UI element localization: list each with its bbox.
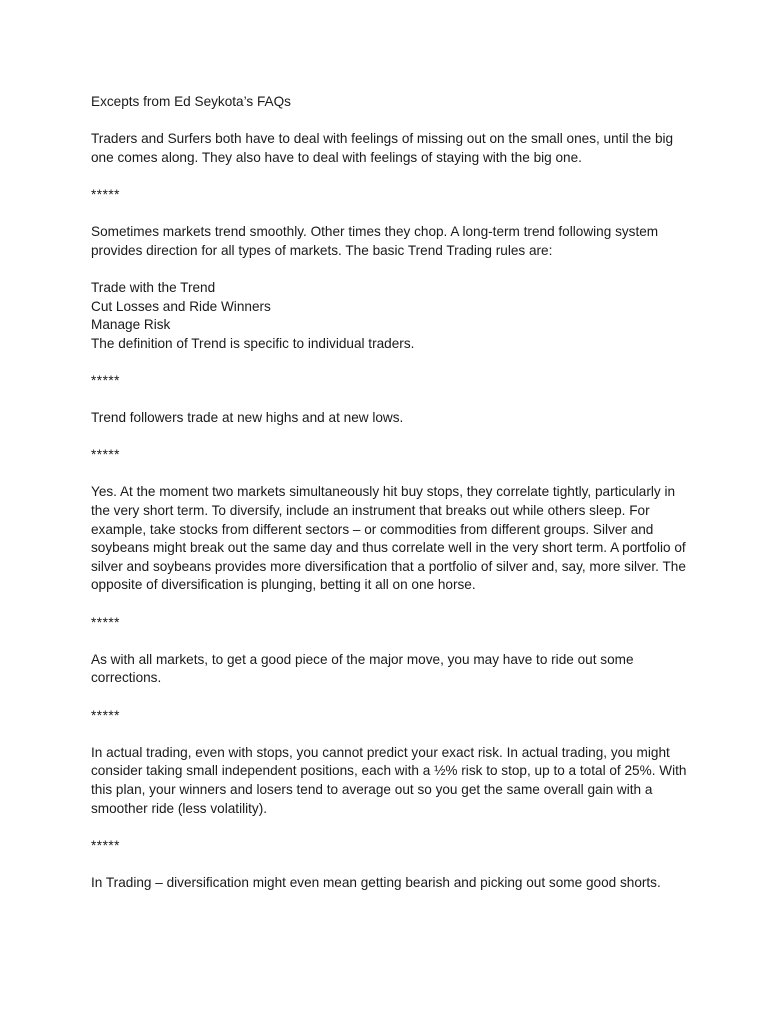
paragraph-trend-followers: Trend followers trade at new highs and at new lows. [91, 410, 404, 426]
paragraph-traders-surfers: Traders and Surfers both have to deal with feelings of missing out on the small ones, until the big one comes along. They also have to deal with feelings of staying with the big one. [91, 131, 674, 165]
separator: ***** [91, 614, 120, 630]
rule-item: Trade with the Trend [91, 279, 216, 295]
separator: ***** [91, 837, 120, 853]
rule-item: The definition of Trend is specific to individual traders. [91, 335, 415, 351]
rule-item: Cut Losses and Ride Winners [91, 298, 271, 314]
document-body [91, 93, 691, 911]
trend-rules-list [91, 279, 691, 353]
paragraph-bearish-shorts: In Trading – diversification might even mean getting bearish and picking out some good shorts. [91, 874, 661, 890]
paragraph-major-move: As with all markets, to get a good piece of the major move, you may have to ride out some corrections. [91, 651, 634, 686]
document-title: Excepts from Ed Seykota’s FAQs [91, 94, 291, 109]
paragraph-actual-trading: In actual trading, even with stops, you cannot predict your exact risk. In actual trading, you might consider taking small independent positions, each with a ½% risk to stop, up to a total of 25%. With this plan, your winners and losers tend to average out so you get the same overall gain with a smoother ride (less volatility). [91, 744, 687, 816]
separator: ***** [91, 447, 120, 463]
paragraph-diversification: Yes. At the moment two markets simultaneously hit buy stops, they correlate tightly, particularly in the very short term. To diversify, include an instrument that breaks out while others sleep. For example, take stocks from different sectors – or commodities from different groups. Silver and soybeans might break out the same day and thus correlate well in the very short term. A portfolio of silver and soybeans provides more diversification that a portfolio of silver and, say, more silver. The opposite of diversification is plunging, betting it all on one horse. [91, 484, 686, 593]
paragraph-markets-trend: Sometimes markets trend smoothly. Other times they chop. A long-term trend following system provides direction for all types of markets. The basic Trend Trading rules are: [91, 224, 659, 258]
separator: ***** [91, 372, 120, 388]
separator: ***** [91, 707, 120, 723]
rule-item: Manage Risk [91, 317, 171, 333]
separator: ***** [91, 186, 120, 202]
